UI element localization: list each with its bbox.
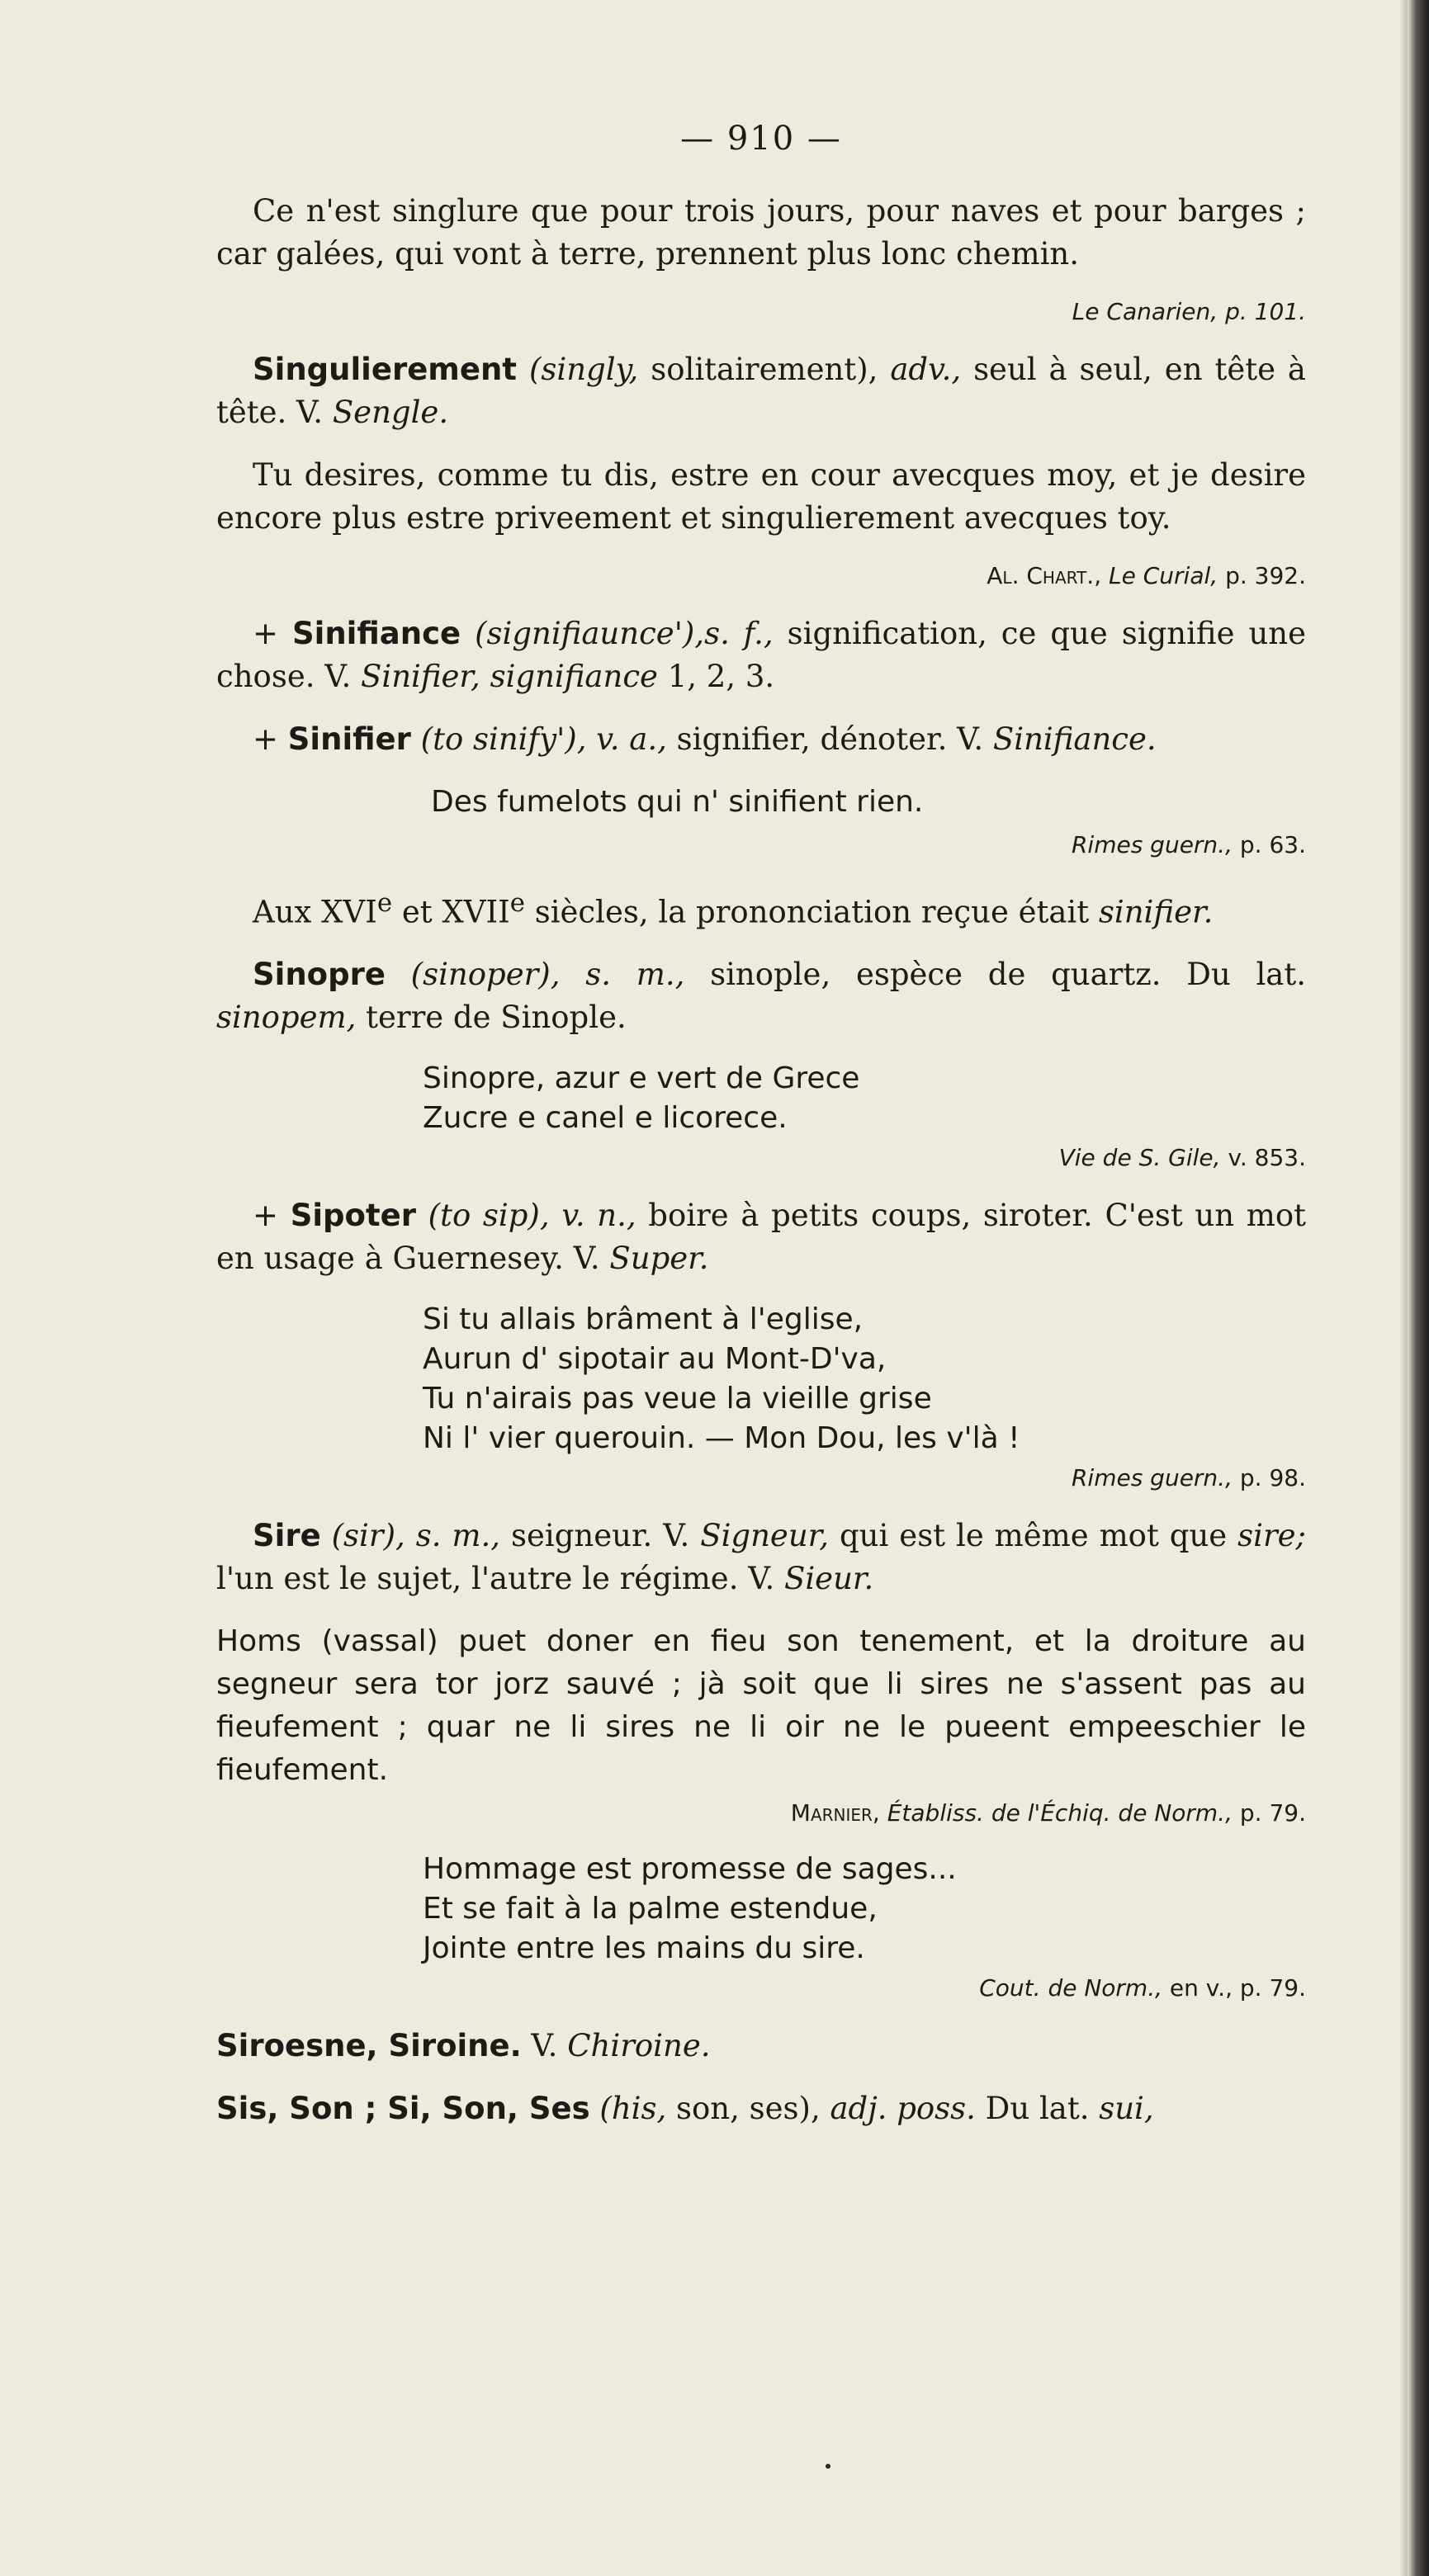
italic-form: sire; (1237, 1518, 1306, 1554)
part-of-speech: adv., (890, 352, 962, 387)
citation-rimes-63 (216, 829, 1306, 862)
cross-reference: Chiroine. (567, 2028, 711, 2064)
headword-sinifiance: Sinifiance (291, 616, 461, 651)
citation-work: Cout. de Norm., (979, 1974, 1163, 2002)
entry-sinifiance (216, 612, 1306, 698)
book-binding (1408, 0, 1429, 2576)
citation-curial (216, 560, 1306, 593)
etymology: (sir), (331, 1518, 405, 1554)
part-of-speech: s. m., (415, 1518, 501, 1554)
etymology: (to sip), (428, 1198, 550, 1234)
citation-page: v. 853. (1220, 1144, 1306, 1172)
citation-work: Vie de S. Gile, (1058, 1144, 1221, 1172)
definition-rest: terre de Sinople. (356, 1000, 627, 1036)
ink-speck (826, 2464, 830, 2469)
latin-form: sui, (1099, 2091, 1154, 2127)
verses-sipoter (216, 1300, 1306, 1458)
quote-text: Tu desires, comme tu dis, estre en cour avecques moy, et je desire encore plus estre priveement et singulierement avecques toy. (216, 457, 1306, 536)
quote-sinifier (216, 781, 1306, 824)
definition: seigneur. V. (500, 1518, 701, 1554)
entry-sire (216, 1515, 1306, 1600)
new-word-mark: + (253, 1198, 279, 1234)
definition: signification, ce que signifie une chose. V. (216, 616, 1306, 694)
verse-line: Aurun d' sipotair au Mont-D'va, (423, 1342, 887, 1377)
citation-author: Marnier, (790, 1799, 880, 1827)
verses-sinopre (216, 1059, 1306, 1138)
etymology: (to sinify'), (420, 721, 587, 757)
citation-cout-norm (216, 1972, 1306, 2005)
etymology: (his, (599, 2091, 667, 2127)
headword-sire: Sire (253, 1518, 321, 1554)
intro-citation-text: Le Canarien, p. 101. (1072, 298, 1306, 325)
binding-shadow (1399, 0, 1408, 2576)
cross-reference: Sinifier, signifiance (361, 659, 658, 694)
verse-line: Et se fait à la palme estendue, (423, 1892, 878, 1926)
superscript-e: e (509, 888, 525, 918)
citation-page: p. 392. (1218, 562, 1306, 589)
headword-siroesne: Siroesne, Siroine. (216, 2028, 522, 2064)
verse-line: Hommage est promesse de sages... (423, 1852, 957, 1887)
definition: V. (521, 2028, 568, 2064)
entry-singulierement (216, 348, 1306, 434)
definition: signifier, dénoter. V. (666, 721, 993, 757)
verses-sire (216, 1850, 1306, 1969)
headword-sipoter: Sipoter (290, 1198, 416, 1234)
quote-singulierement (216, 454, 1306, 540)
cross-reference: Sieur. (784, 1561, 874, 1597)
verse-line: Jointe entre les mains du sire. (423, 1931, 865, 1966)
intro-citation (216, 295, 1306, 328)
citation-author: Al. Chart., (987, 562, 1102, 589)
etymology: (signifiaunce'), (475, 616, 705, 651)
note-italic: sinifier. (1098, 894, 1214, 930)
latin-form: sinopem, (216, 1000, 357, 1036)
etymology-singly: (singly, (528, 352, 639, 387)
definition: sinople, espèce de quartz. Du lat. (684, 957, 1306, 993)
definition-rest: l'un est le sujet, l'autre le régime. V. (216, 1561, 784, 1597)
headword-sinifier: Sinifier (287, 721, 411, 757)
citation-page: p. 63. (1232, 831, 1306, 858)
citation-page: p. 79. (1232, 1799, 1306, 1827)
citation-rimes-98 (216, 1462, 1306, 1495)
citation-work: Rimes guern., (1071, 831, 1233, 858)
citation-work: Établiss. de l'Échiq. de Norm., (887, 1799, 1233, 1827)
entry-siroesne (216, 2025, 1306, 2068)
headword-singulierement: Singulierement (253, 352, 517, 387)
cross-reference: Sinifiance. (992, 721, 1157, 757)
note-sinifier (216, 882, 1306, 934)
entry-sipoter (216, 1194, 1306, 1280)
part-of-speech: v. n., (561, 1198, 636, 1234)
citation-marnier (216, 1797, 1306, 1830)
part-of-speech: s. m., (585, 957, 685, 993)
definition: seul à seul, en tête à tête. V. (216, 352, 1306, 430)
cross-reference-numbers: 1, 2, 3. (657, 659, 775, 694)
verse-line: Si tu allais brâment à l'eglise, (423, 1302, 864, 1337)
new-word-mark: + (253, 721, 279, 757)
citation-vie-gile (216, 1141, 1306, 1175)
page-number: — 910 — (680, 120, 842, 158)
etymology-rest: son, ses), (666, 2091, 830, 2127)
page-text (216, 117, 1306, 2150)
citation-page: p. 98. (1232, 1464, 1306, 1492)
verse-line: Sinopre, azur e vert de Grece (423, 1061, 860, 1096)
verse-line: Tu n'airais pas veue la vieille grise (423, 1382, 932, 1416)
cross-reference: Signeur, (700, 1518, 830, 1554)
part-of-speech: v. a., (596, 721, 667, 757)
note-text: et XVII (392, 894, 510, 930)
headword-sis: Sis, Son ; Si, Son, Ses (216, 2091, 590, 2127)
part-of-speech: adj. poss. (830, 2091, 976, 2127)
etymology-rest: solitairement), (638, 352, 891, 387)
etymology: (sinoper), (410, 957, 561, 993)
cross-reference: Super. (609, 1241, 709, 1277)
new-word-mark: + (253, 616, 279, 651)
entry-sinifier (216, 718, 1306, 761)
quote-text: Homs (vassal) puet doner en fieu son tenement, et la droiture au segneur sera tor jorz sauvé ; jà soit que li sires ne s'assent pas au fieufement ; quar ne li sires ne li oir ne le pueent empeeschier le fieufement. (216, 1624, 1306, 1788)
definition: boire à petits coups, siroter. C'est un mot en usage à Guernesey. V. (216, 1198, 1306, 1277)
citation-work: Le Curial, (1109, 562, 1218, 589)
verse-line: Zucre e canel e licorece. (423, 1101, 788, 1136)
quote-text: Des fumelots qui n' sinifient rien. (431, 785, 924, 819)
intro-quote (216, 190, 1306, 276)
definition-rest: qui est le même mot que (829, 1518, 1238, 1554)
cross-reference: Sengle. (332, 395, 449, 430)
entry-sis (216, 2087, 1306, 2130)
superscript-e: e (376, 888, 393, 918)
intro-quote-text: Ce n'est singlure que pour trois jours, pour naves et pour barges ; car galées, qui vont à terre, prennent plus lonc chemin. (216, 193, 1306, 272)
quote-sire (216, 1620, 1306, 1792)
note-text: siècles, la prononciation reçue était (524, 894, 1099, 930)
citation-page: en v., p. 79. (1162, 1974, 1306, 2002)
citation-work: Rimes guern., (1071, 1464, 1233, 1492)
part-of-speech: s. f., (704, 616, 774, 651)
note-text: Aux XVI (253, 894, 377, 930)
entry-sinopre (216, 953, 1306, 1039)
headword-sinopre: Sinopre (253, 957, 386, 993)
definition: Du lat. (975, 2091, 1100, 2127)
verse-line: Ni l' vier querouin. — Mon Dou, les v'là ! (423, 1421, 1020, 1456)
